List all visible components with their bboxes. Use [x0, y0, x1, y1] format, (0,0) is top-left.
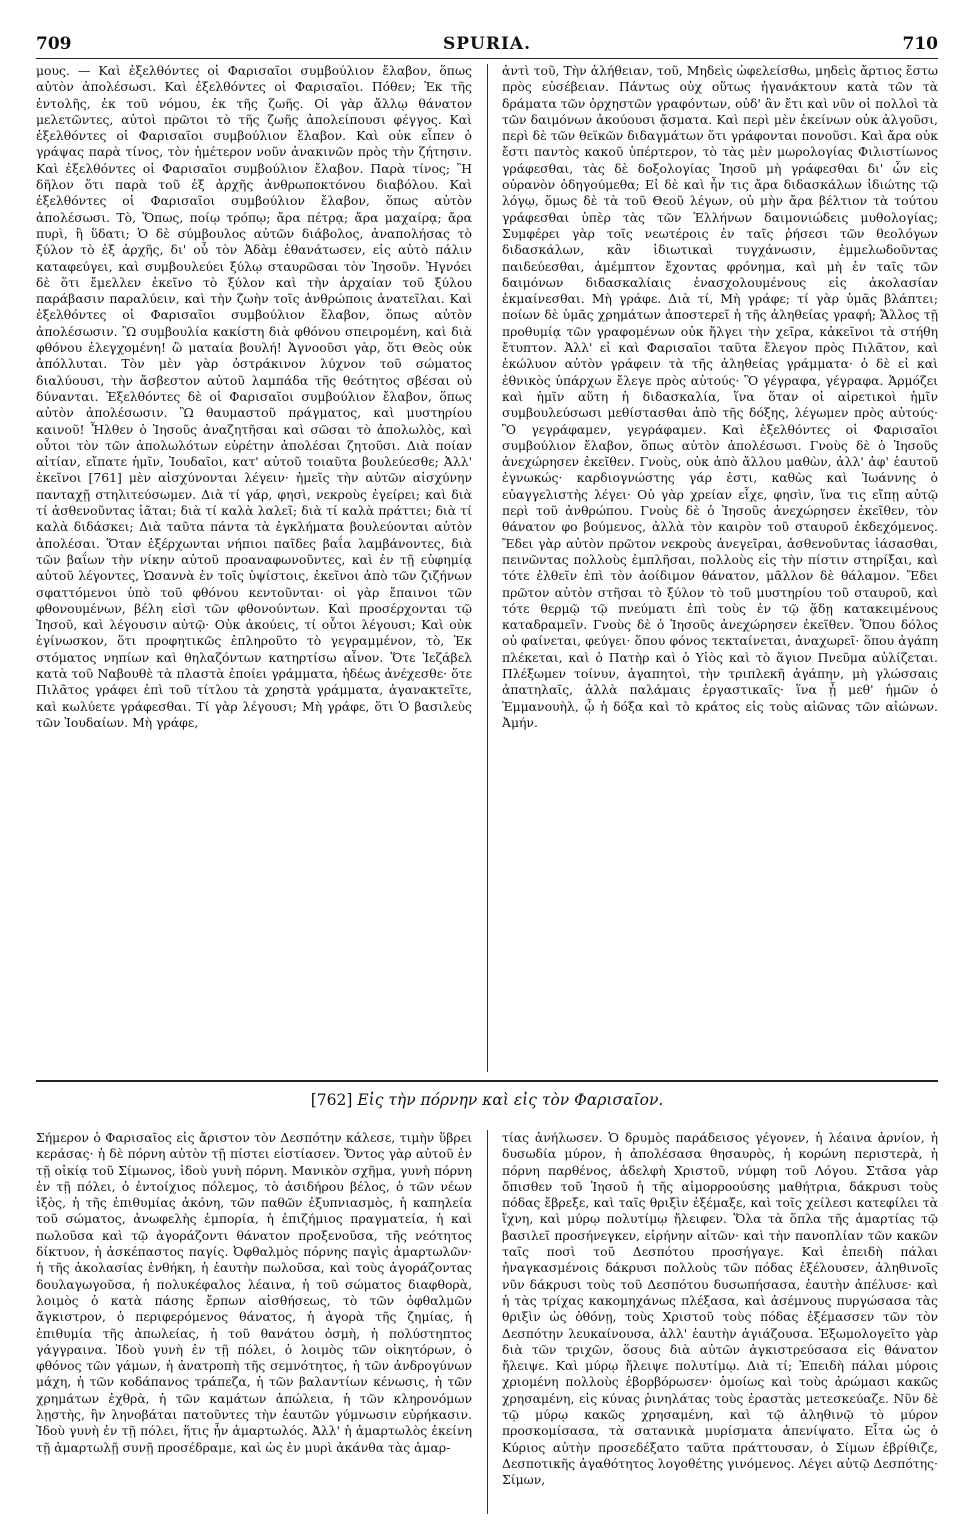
page-number-right: 710 [902, 34, 938, 54]
header-rule [36, 58, 938, 59]
column-divider-bottom [487, 1130, 488, 1514]
section-heading: Εἰς τὴν πόρνην καὶ εἰς τὸν Φαρισαῖον. [357, 1091, 664, 1109]
running-title: SPURIA. [442, 34, 532, 54]
page-number-left: 709 [36, 34, 72, 54]
section-title [36, 1091, 938, 1109]
section-number: [762] [310, 1091, 353, 1109]
column-left-top [36, 63, 472, 1071]
text-block: τίας ἀνήλωσεν. Ὁ δρυμὸς παράδεισος γέγονεν, ἡ λέαινα ἀρνίον, ἡ δυσωδία μύρον, ἡ ἀπολέσασα θησαυρὸς, ἡ κορώνη περιστερὰ, ἡ πόρνη παρθένος, ἀδελφὴ Χριστοῦ, νύμφη τοῦ Λόγου. Στᾶσα γὰρ ὄπισθεν τοῦ Ἰησοῦ ἡ τῆς αἱμορροούσης μαθήτρια, δάκρυσι τοὺς πόδας ἔβρεξε, καὶ ταῖς θριξὶν ἐξέμαξε, καὶ τοῖς χείλεσι κατεφίλει τὰ ἴχνη, καὶ μύρῳ πολυτίμῳ ἤλειφεν. Ὅλα τὰ ὅπλα τῆς ἁμαρτίας τῷ βασιλεῖ προσήνεγκεν, εἰρήνην αἰτῶν· καὶ τὴν πανοπλίαν τῶν κακῶν ταῖς ποσὶ τοῦ Δεσπότου προσήγαγε. Καὶ ἐπειδὴ πάλαι ἠναγκασμένοις δάκρυσι πολλοὺς τῶν πόδας ἐξέλουσεν, ἀληθινοῖς νῦν δάκρυσι τοὺς τοῦ Δεσπότου δυσωπήσασα, ἑαυτὴν ἀπέλυσε· καὶ ἡ τὰς τρίχας κακομηχάνως πλέξασα, καὶ ἀσέμνους πυργώσασα τὰς θριξὶν ὡς ὀθόνῃ, τοὺς Χριστοῦ τοὺς πόδας ἐξέμασσεν τῶν τὸν Δεσπότην λευκαίνουσα, ἀλλ' ἑαυτὴν ἁγιάζουσα. Ἐξωμολογεῖτο γὰρ διὰ τῶν τριχῶν, ὅσους διὰ αὐτῶν ἀγκιστρεύσασα εἰς θάνατον ἤλειψε. Καὶ μύρῳ ἤλειψε πολυτίμῳ. Διὰ τί; Ἐπειδὴ πάλαι μύροις χριομένη πολλοὺς ἐβορβόρωσεν· ὁμοίως καὶ τοὺς ἀρώμασι κακῶς χρησαμένη, εἰς κύνας ῥινηλάτας τοὺς ἐραστὰς μετεσκεύαζε. Νῦν δὲ τῷ μύρῳ κακῶς χρησαμένη, καὶ τῷ ἀληθινῷ τὸ μύρον προσκομίσασα, τὰ σατανικὰ μυρίσματα ἀπενίψατο. Εἶτα ὡς ὁ Κύριος αὐτὴν προσεδέξατο ταῦτα πράττουσαν, ὁ Σίμων ἐβρίθιζε, Δεσποτικῆς ἀγαθότητος λογοθέτης γινόμενος. Λέγει αὐτῷ Δεσπότης· Σίμων, [502, 1130, 938, 1488]
column-right-bottom [502, 1130, 938, 1514]
text-block: μους. — Καὶ ἐξελθόντες οἱ Φαρισαῖοι συμβούλιον ἔλαβον, ὅπως αὐτὸν ἀπολέσωσι. Καὶ ἐξελθόντες οἱ Φαρισαῖοι. Πόθεν; Ἐκ τῆς ἐντολῆς, ἐκ τοῦ νόμου, ἐκ τῆς ζωῆς. Οἱ γὰρ ἄλλῳ θάνατον μελετῶντες, αὐτοὶ πρῶτοι τὸ τῆς ζωῆς ἀπολείπουσι φέγγος. Καὶ ἐξελθόντες οἱ Φαρισαῖοι συμβούλιον ἔλαβον. Καὶ οὐκ εἶπεν ὁ γράψας παρὰ τίνος, τὸν ἡμέτερον νοῦν ἀνακινῶν πρὸς τὴν ζήτησιν. Καὶ ἐξελθόντες οἱ Φαρισαῖοι συμβούλιον ἔλαβον. Παρὰ τίνος; Ἢ δῆλον ὅτι παρὰ τοῦ ἐξ ἀρχῆς ἀνθρωποκτόνου διαβόλου. Καὶ ἐξελθόντες οἱ Φαρισαῖοι συμβούλιον ἔλαβον, ὅπως αὐτὸν ἀπολέσωσι. Τὸ, Ὅπως, ποίῳ τρόπῳ; ἄρα πέτρᾳ; ἄρα μαχαίρᾳ; ἄρα πυρὶ, ἢ ὕδατι; Ὁ δὲ σύμβουλος αὐτῶν διάβολος, ἀναπολήσας τὸ ξύλον τὸ ἐξ ἀρχῆς, δι' οὗ τὸν Ἀδὰμ ἐθανάτωσεν, εἰς αὐτὸ πάλιν καταφεύγει, καὶ συμβουλεύει ξύλῳ σταυρῶσαι τὸν Ἰησοῦν. Ἠγνόει δὲ ὅτι ἔμελλεν ἐκεῖνο τὸ ξύλον καὶ τὴν ἀρχαίαν τοῦ ξύλου παράβασιν παραλύειν, καὶ τὴν ζωὴν τοῖς ἀνθρώποις ἀνατεῖλαι. Καὶ ἐξελθόντες οἱ Φαρισαῖοι συμβούλιον ἔλαβον, ὅπως αὐτὸν ἀπολέσωσιν. Ὢ συμβουλία κακίστη διὰ φθόνου σπειρομένη, καὶ διὰ φθόνου ἐλεγχομένη! ὢ ματαία βουλή! Ἀγνοοῦσι γὰρ, ὅτι Θεὸς οὐκ ἀπόλλυται. Τὸν μὲν γὰρ ὀστράκινον λύχνον τοῦ σώματος διαλύουσι, τὴν ἄσβεστον αὐτοῦ λαμπάδα τῆς θεότητος σβέσαι οὐ δύνανται. Ἐξελθόντες δὲ οἱ Φαρισαῖοι συμβούλιον ἔλαβον, ὅπως αὐτὸν ἀπολέσωσιν. Ὢ θαυμαστοῦ πράγματος, καὶ μυστηρίου καινοῦ! Ἦλθεν ὁ Ἰησοῦς ἀναζητῆσαι καὶ σῶσαι τὸ ἀπολωλὸς, καὶ οὗτοι τὸν τῶν ἀπολωλότων εὑρέτην ἀπολέσαι ζητοῦσι. Διὰ ποίαν αἰτίαν, εἴπατε ἡμῖν, Ἰουδαῖοι, κατ' αὐτοῦ τοιαῦτα βουλεύεσθε; Ἀλλ' ἐκεῖνοι [761] μὲν αἰσχύνονται λέγειν· ἡμεῖς τὴν αὐτῶν αἰσχύνην πανταχῇ στηλιτεύσωμεν. Διὰ τί γάρ, φησὶ, νεκροὺς ἐγείρει; καὶ διὰ τί ἀσθενοῦντας ἰᾶται; διὰ τί καλὰ λαλεῖ; διὰ τί καλὰ πράττει; διὰ τί καλὰ διδάσκει; Διὰ ταῦτα πάντα τὰ ἐγκλήματα βουλεύονται αὐτὸν ἀπολέσαι. Ὅταν ἐξέρχωνται νήπιοι παῖδες βαΐα λαμβάνοντες, διὰ τῶν βαΐων τὴν νίκην αὐτοῦ προαναφωνοῦντες, καὶ ἐν τῇ εὐφημίᾳ αὐτοῦ λέγοντες, Ὡσαννὰ ἐν τοῖς ὑψίστοις, ἐκεῖνοι ἀπὸ τῶν ζιζήνων σφαττόμενοι ὑπὸ τοῦ φθόνου κεντοῦνται· οἱ γὰρ ἔπαινοι τῶν φθονουμένων, βέλη εἰσὶ τῶν φθονούντων. Καὶ προσέρχονται τῷ Ἰησοῦ, καὶ λέγουσιν αὐτῷ· Οὐκ ἀκούεις, τί οὗτοι λέγουσι; Καὶ οὐκ ἐγίνωσκον, ὅτι προφητικῶς ἐπληροῦτο τὸ γεγραμμένον, τὸ, Ἐκ στόματος νηπίων καὶ θηλαζόντων κατηρτίσω αἶνον. Ὅτε Ἰεζάβελ κατὰ τοῦ Ναβουθὲ τὰ πλαστὰ ἐποίει γράμματα, ἡδέως ἀνέχεσθε· ὅτε Πιλᾶτος γράφει ἐπὶ τοῦ τίτλου τὰ χρηστὰ γράμματα, ἀγανακτεῖτε, καὶ κωλύετε γράφεσθαι. Τί γὰρ λέγουσι; Μὴ γράφε, ὅτι Ὁ βασιλεὺς τῶν Ἰουδαίων. Μὴ γράφε, [36, 63, 472, 730]
text-block: ἀντὶ τοῦ, Τὴν ἀλήθειαν, τοῦ, Μηδεὶς ὠφελείσθω, μηδεὶς ἄρτιος ἔστω πρὸς εὐσέβειαν. Πάντως οὐχ οὕτως ἠγανάκτουν κατὰ τῶν τὰ δράματα τῶν ὀρχηστῶν γραφόντων, οὐδ' ἂν ἔτι καὶ νῦν οἱ πολλοὶ τὰ τῶν δαιμόνων ἀκούουσι ᾄσματα. Καὶ περὶ μὲν ἐκείνων οὐκ ἀλγοῦσι, περὶ δὲ τῶν θεϊκῶν διδαγμάτων ὅτι γράφονται πονοῦσι. Καὶ ἄρα οὐκ ἔστι παντὸς κακοῦ ὑπέρτερον, τὸ τὰς μὲν μωρολογίας Φιλιστίωνος γράφεσθαι, τὰς δὲ δοξολογίας Ἰησοῦ μὴ γράφεσθαι δι' ὧν εἰς οὐρανὸν ὁδηγούμεθα; Εἰ δὲ καὶ ἦν τις ἄρα διδασκάλων ἰδιώτης τῷ λόγῳ, ὅμως δὲ τὰ τοῦ Θεοῦ λέγων, οὐ μὴν ἄρα βέλτιον τὰ τούτου γράφεσθαι ὑπὲρ τὰς τῶν Ἑλλήνων δαιμονιώδεις μυθολογίας; Συμφέρει γὰρ τοῖς νεωτέροις ἐν ταῖς ῥήσεσι τῶν θεολόγων διδασκάλων, κἂν ἰδιωτικαὶ τυγχάνωσιν, ἐμμελωδοῦντας παιδεύεσθαι, ἀμέμπτον ἔχοντας φρόνημα, καὶ μὴ ἐν ταῖς τῶν δαιμόνων διδασκαλίαις ἐνασχολουμένους εἰς ἀκολασίαν ἐκμαίνεσθαι. Μὴ γράφε. Διὰ τί, Μὴ γράφε; τί γὰρ ὑμᾶς βλάπτει; ποίων δὲ ὑμᾶς χρημάτων ἀποστερεῖ ἡ τῆς ἀληθείας γραφή; Ἄλλος τῇ προθυμίᾳ τῶν γραφομένων οὐκ ἤλγει τὴν χεῖρα, κἀκεῖνοι τὰ στήθη ἔτυπτον. Ἀλλ' εἰ καὶ Φαρισαῖοι ταῦτα ἔλεγον πρὸς Πιλᾶτον, καὶ ἐκώλυον αὐτὸν γράφειν τὰ τῆς ἀληθείας γράμματα· ὁ δὲ εἰ καὶ ἐθνικὸς ὑπάρχων ἔλεγε πρὸς αὐτούς· Ὃ γέγραφα, γέγραφα. Ἁρμόζει καὶ ἡμῖν αὕτη ἡ διδασκαλία, ἵνα ὅταν οἱ αἱρετικοὶ ἡμῖν συμβουλεύσωσι μεθίστασθαι ἀπὸ τῆς δόξης, λέγωμεν πρὸς αὐτούς· Ὃ γεγράφαμεν, γεγράφαμεν. Καὶ ἐξελθόντες οἱ Φαρισαῖοι συμβούλιον ἔλαβον, ὅπως αὐτὸν ἀπολέσωσι. Γνοὺς δὲ ὁ Ἰησοῦς ἀνεχώρησεν ἐκεῖθεν. Γνοὺς, οὐκ ἀπὸ ἄλλου μαθὼν, ἀλλ' ἀφ' ἑαυτοῦ ἐγνωκώς· καρδιογνώστης γάρ ἐστι, καθὼς καὶ Ἰωάννης ὁ εὐαγγελιστὴς λέγει· Οὐ γὰρ χρείαν εἶχε, φησὶν, ἵνα τις εἴπῃ αὐτῷ περὶ τοῦ ἀνθρώπου. Γνοὺς δὲ ὁ Ἰησοῦς ἀνεχώρησεν ἐκεῖθεν, τὸν θάνατον φο βούμενος, ἀλλὰ τὸν καιρὸν τοῦ σταυροῦ ἐκδεχόμενος. Ἔδει γὰρ αὐτὸν πρῶτον νεκροὺς ἀνεγεῖραι, ἀσθενοῦντας ἰάσασθαι, πεινῶντας πολλοὺς ἐμπλῆσαι, πολλοὺς εἰς τὴν πίστιν στηρίξαι, καὶ τότε ἐλθεῖν ἐπὶ τὸν ἀοίδιμον θάνατον, μᾶλλον δὲ θάλαμον. Ἔδει πρῶτον αὐτὸν στῆσαι τὸ ξύλον τὸ τοῦ μυστηρίου τοῦ σταυροῦ, καὶ τότε θερμῷ τῷ πνεύματι ἐπὶ τοὺς ἐν τῷ ᾅδῃ κατακειμένους καταδραμεῖν. Γνοὺς δὲ ὁ Ἰησοῦς ἀνεχώρησεν ἐκεῖθεν. Ὅπου δόλος οὐ φαίνεται, φεύγει· ὅπου φόνος τεκταίνεται, ἀναχωρεῖ· ὅπου ἀγάπη πλέκεται, καὶ ὁ Πατὴρ καὶ ὁ Υἱὸς καὶ τὸ ἅγιον Πνεῦμα αὐλίζεται. Πλέξωμεν τοίνυν, ἀγαπητοὶ, τὴν τριπλεκῆ ἀγάπην, μὴ γλώσσαις ἀπατηλαῖς, ἀλλὰ παλάμαις ἐργαστικαῖς· ἵνα ᾖ μεθ' ἡμῶν ὁ Ἐμμανουὴλ, ᾧ ἡ δόξα καὶ τὸ κράτος εἰς τοὺς αἰῶνας τῶν αἰώνων. Ἀμήν. [502, 63, 938, 730]
text-block: Σήμερον ὁ Φαρισαῖος εἰς ἄριστον τὸν Δεσπότην κάλεσε, τιμὴν ὕβρει κεράσας· ἡ δὲ πόρνη αὐτὸν τῇ πίστει εἱστίασεν. Ὄντος γὰρ αὐτοῦ ἐν τῇ οἰκίᾳ τοῦ Σίμωνος, ἰδοὺ γυνὴ πόρνη. Μανικὸν σχῆμα, γυνὴ πόρνη ἐν τῇ πόλει, ὁ ἐντοίχιος πόλεμος, τὸ ἀσιδήρου βέλος, ὁ τῶν νέων ἰξὸς, ἡ τῆς ἐπιθυμίας ἀκόνη, τῶν παθῶν ἐξυπνιασμὸς, ἡ καπηλεία τοῦ σώματος, ἀνωφελὴς ἐμπορία, ἡ ἐπιζήμιος πραγματεία, ἡ καὶ πωλοῦσα καὶ τῷ ἀγοράζοντι θάνατον προξενοῦσα, τῆς νεότητος δίκτυον, ἡ ἀσκέπαστος παγίς. Ὀφθαλμὸς πόρνης παγὶς ἁμαρτωλῶν· ἡ τῆς ἀκολασίας ἐνθήκη, ἡ ἑαυτὴν πωλοῦσα, καὶ τοὺς ἀγοράζοντας δουλαγωγοῦσα, ἡ πολυκέφαλος λέαινα, ἡ τοῦ σώματος διαφθορὰ, λοιμὸς ὁ κατὰ πάσης ἔρπων αἰσθήσεως, τὸ τῶν ὀφθαλμῶν ἄγκιστρον, ὁ περιφερόμενος θάνατος, ἡ ἀγορὰ τῆς ζημίας, ἡ ἐπιθυμία τῆς ἀπωλείας, ἡ τοῦ θανάτου ὀσμὴ, ἡ πολύστηπτος γάγγραινα. Ἰδοὺ γυνὴ ἐν τῇ πόλει, ὁ λοιμὸς τῶν οἰκητόρων, ὁ φθόνος τῶν γάμων, ἡ ἀνατροπὴ τῆς σεμνότητος, ἡ τῶν ἀνδρογύνων μάχη, ἡ τῶν κοδάπανος τράπεζα, ἡ τῶν βαλαντίων κένωσις, ἡ τῶν χρημάτων ἐχθρὰ, ἡ τῶν καμάτων ἀπώλεια, ἡ τῶν κληρονόμων λῃστὴς, ἣν ληνοβάται πατοῦντες τὴν ἑαυτῶν γύμνωσιν εὑρήκασιν. Ἰδοὺ γυνὴ ἐν τῇ πόλει, ἥτις ἦν ἁμαρτωλός. Ἀλλ' ἡ ἁμαρτωλὸς ἐκείνη τῇ ἁμαρτωλῇ συνῇ προσέδραμε, καὶ ὡς ἐν μυρὶ ἀκάνθα τὰς ἁμαρ- [36, 1130, 472, 1455]
column-right-top [502, 63, 938, 1071]
section-rule [36, 1080, 938, 1082]
page-header [36, 34, 938, 56]
column-divider-top [487, 64, 488, 1072]
column-left-bottom [36, 1130, 472, 1514]
